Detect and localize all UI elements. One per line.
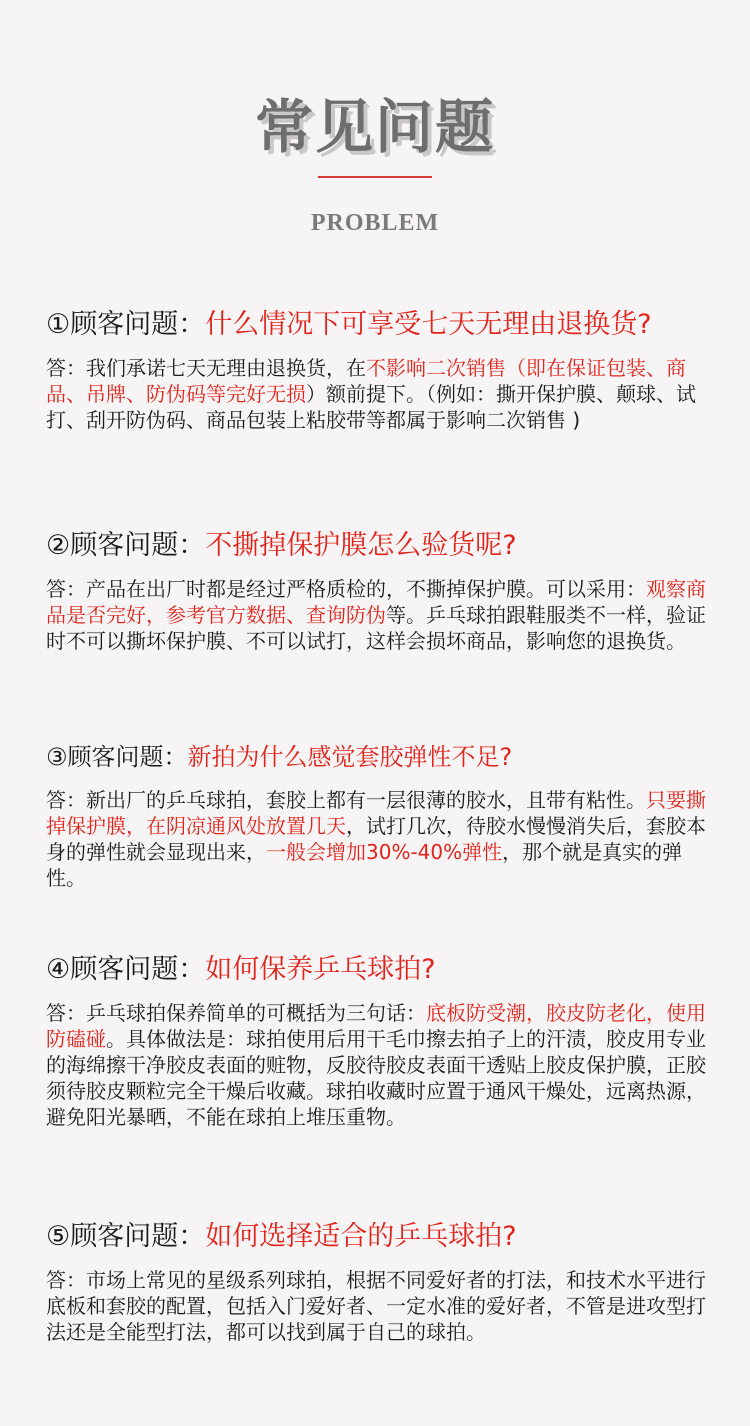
faq-question xyxy=(46,950,716,990)
answer-segment: 。具体做法是：球拍使用后用干毛巾擦去拍子上的汗渍，胶皮用专业的海绵擦干净胶皮表面的赃物，反胶待胶皮表面干透贴上胶皮保护膜，正胶须待胶皮颗粒完全干燥后收藏。球拍收藏时应置于通风干燥处，远离热源，避免阳光暴晒，不能在球拍上堆压重物。 xyxy=(46,1027,706,1129)
faq-answer xyxy=(46,1000,716,1130)
answer-segment: ）额前提下。（例如：撕开保护膜、颠球、试打、刮开防伪码、商品包装上粘胶带等都属于影响二次销售 ) xyxy=(46,382,696,432)
answer-highlight: 底板防受潮，胶皮防老化，使用防磕碰 xyxy=(46,1001,706,1051)
faq-answer xyxy=(46,1267,716,1345)
faq-question xyxy=(46,526,716,566)
faq-question-prefix: 顾客问题： xyxy=(70,1221,206,1252)
faq-question-prefix: 顾客问题： xyxy=(70,954,206,985)
faq-answer xyxy=(46,787,716,891)
faq-item-3 xyxy=(46,737,716,891)
page-subtitle: PROBLEM xyxy=(310,210,440,236)
faq-number: ③ xyxy=(46,743,68,771)
faq-answer xyxy=(46,355,716,433)
answer-segment: 等。乒乓球拍跟鞋服类不一样，验证时不可以撕坏保护膜、不可以试打，这样会损坏商品，影响您的退换货。 xyxy=(46,603,706,653)
title-divider xyxy=(318,176,432,178)
answer-segment: ，那个就是真实的弹性。 xyxy=(46,840,683,890)
faq-number: ② xyxy=(46,530,71,561)
answer-segment: 答：我们承诺七天无理由退换货，在 xyxy=(46,356,366,380)
faq-question-text: 如何保养乒乓球拍? xyxy=(205,954,436,985)
faq-number: ① xyxy=(46,309,71,340)
answer-segment: 答：乒乓球拍保养简单的可概括为三句话： xyxy=(46,1001,426,1025)
faq-question-text: 如何选择适合的乒乓球拍? xyxy=(205,1221,517,1252)
faq-question xyxy=(46,305,716,345)
answer-highlight: 不影响二次销售（即在保证包装、商品、吊牌、防伪码等完好无损 xyxy=(46,356,686,406)
faq-question xyxy=(46,1217,716,1257)
faq-number: ④ xyxy=(46,954,71,985)
answer-segment: 答：市场上常见的星级系列球拍，根据不同爱好者的打法，和技术水平进行底板和套胶的配置，包括入门爱好者、一定水准的爱好者，不管是进攻型打法还是全能型打法，都可以找到属于自己的球拍。 xyxy=(46,1268,706,1344)
faq-item-1 xyxy=(46,305,716,433)
faq-question-text: 不撕掉保护膜怎么验货呢? xyxy=(205,530,517,561)
faq-question xyxy=(46,737,716,777)
faq-answer xyxy=(46,576,716,654)
faq-item-5 xyxy=(46,1217,716,1345)
page-title: 常见问题 xyxy=(254,93,495,161)
faq-question-text: 什么情况下可享受七天无理由退换货? xyxy=(205,309,652,340)
answer-highlight: 只要撕掉保护膜，在阴凉通风处放置几天 xyxy=(46,788,706,838)
faq-question-prefix: 顾客问题： xyxy=(67,743,188,771)
answer-segment: 答：新出厂的乒乓球拍，套胶上都有一层很薄的胶水，且带有粘性。 xyxy=(46,788,646,812)
faq-item-2 xyxy=(46,526,716,654)
faq-question-prefix: 顾客问题： xyxy=(70,530,206,561)
faq-question-text: 新拍为什么感觉套胶弹性不足? xyxy=(187,743,513,771)
answer-highlight: 一般会增加30%-40%弹性 xyxy=(266,840,503,864)
answer-segment: ，试打几次，待胶水慢慢消失后，套胶本身的弹性就会显现出来， xyxy=(46,814,706,864)
faq-item-4 xyxy=(46,950,716,1130)
answer-segment: 答：产品在出厂时都是经过严格质检的，不撕掉保护膜。可以采用： xyxy=(46,577,646,601)
faq-number: ⑤ xyxy=(46,1221,71,1252)
faq-question-prefix: 顾客问题： xyxy=(70,309,206,340)
answer-highlight: 观察商品是否完好，参考官方数据、查询防伪 xyxy=(46,577,706,627)
